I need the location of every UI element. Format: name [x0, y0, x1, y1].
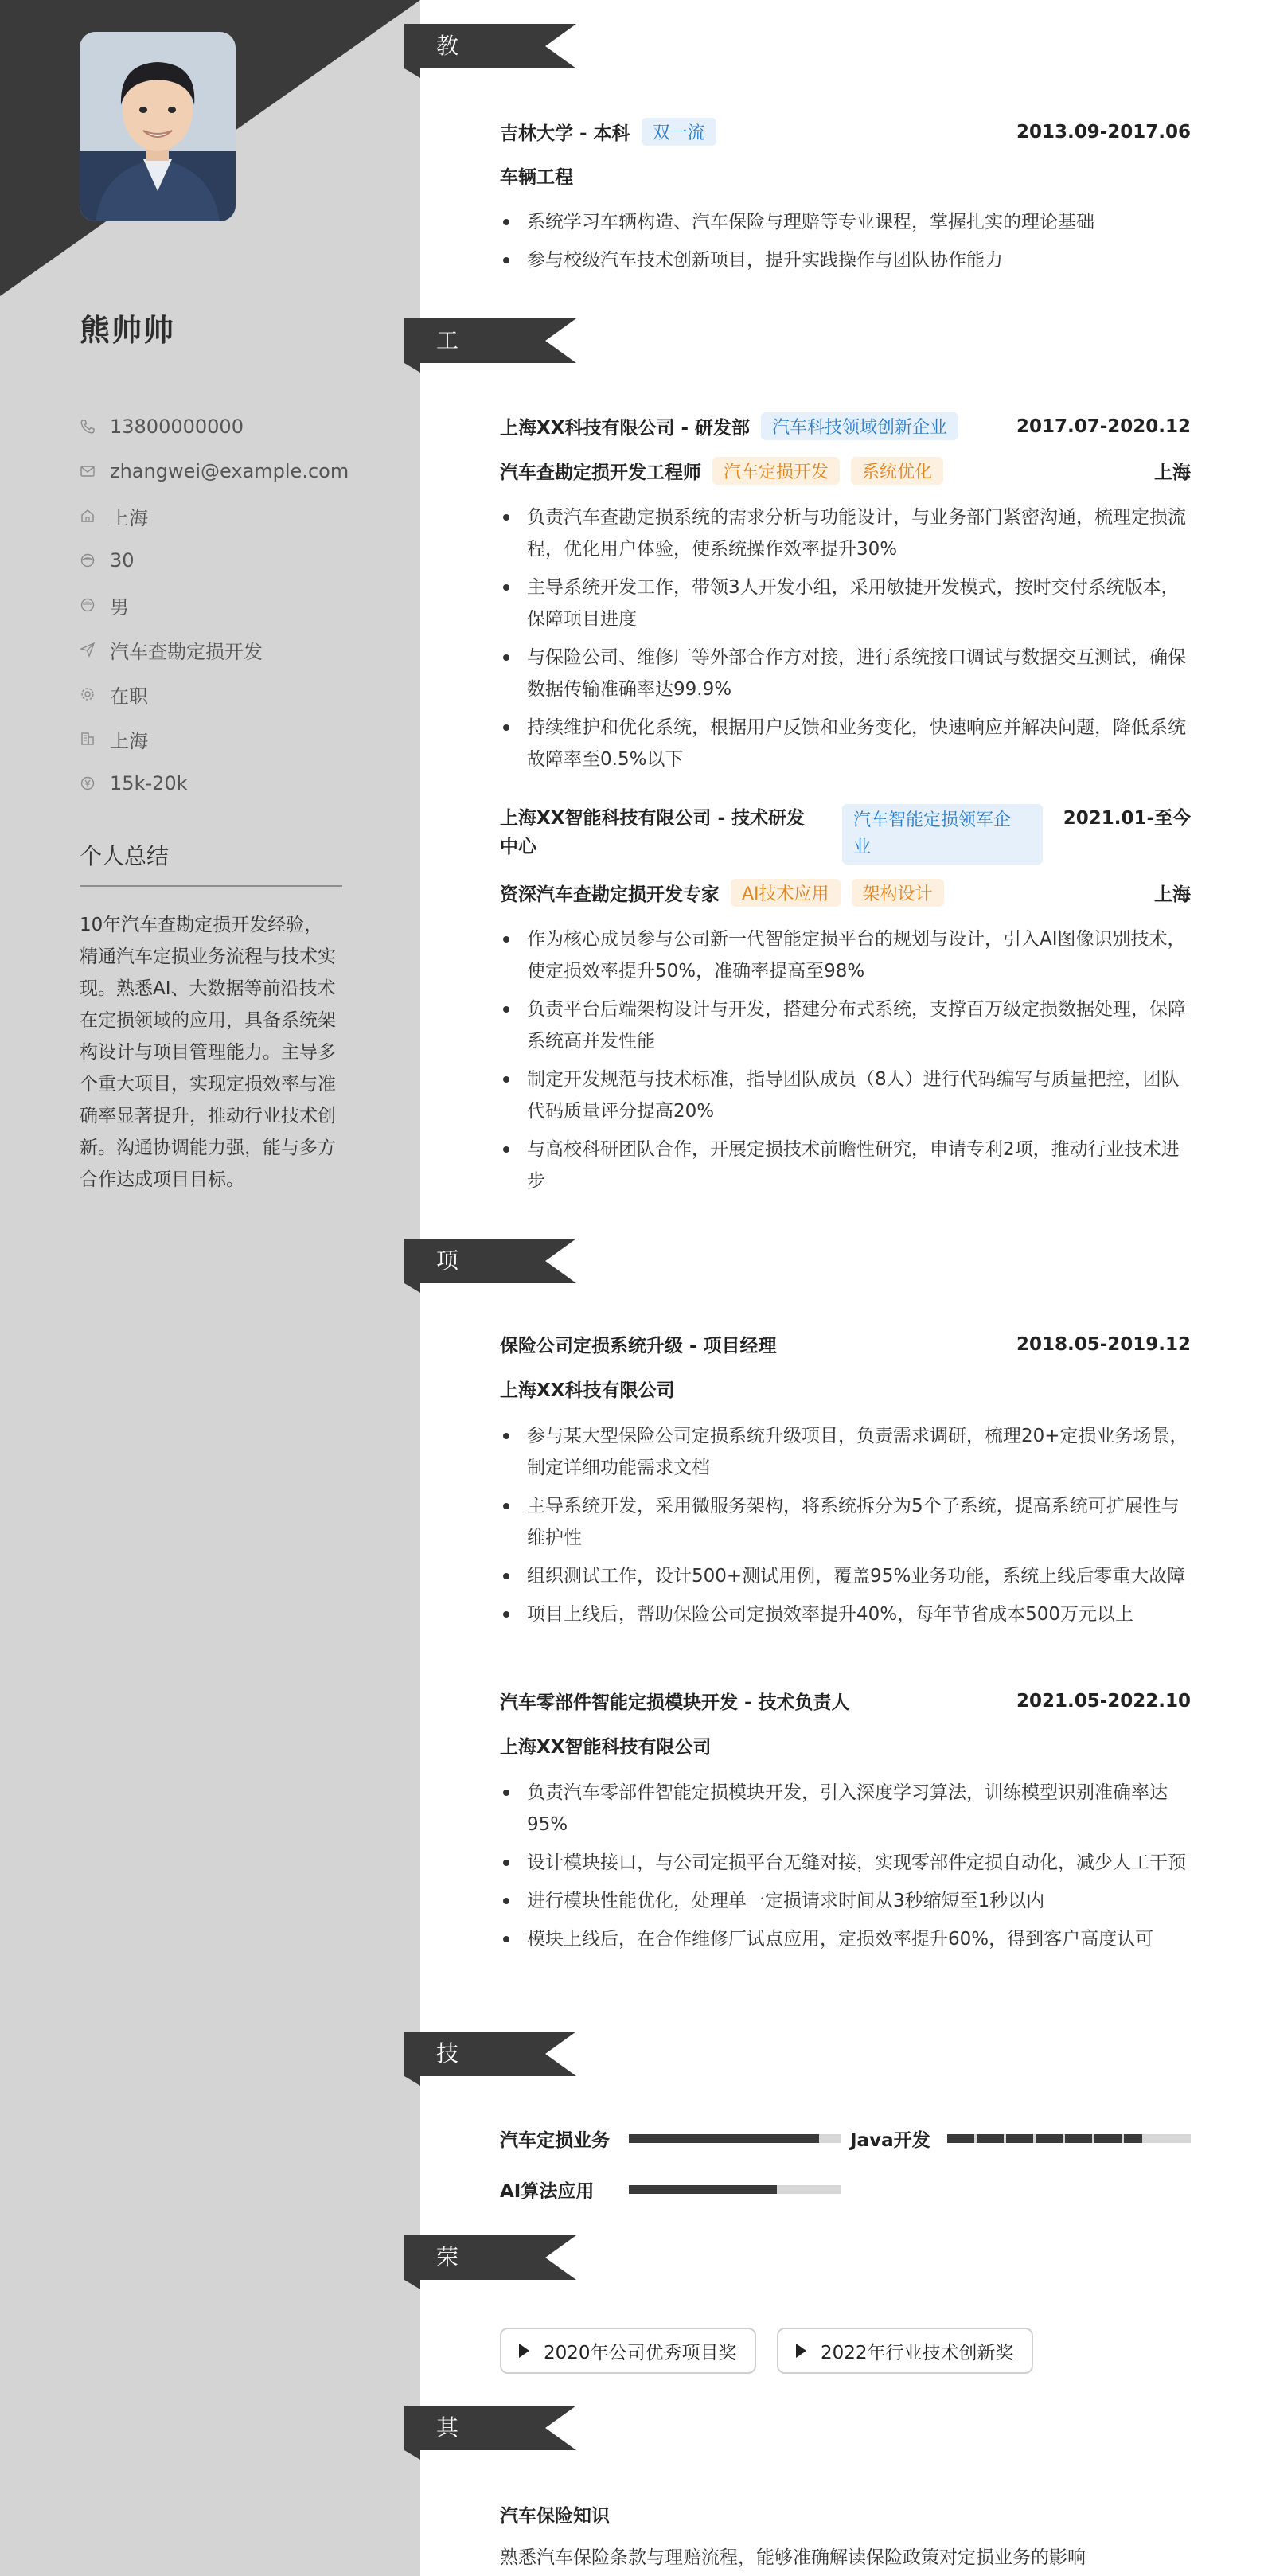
- list-item: 与高校科研团队合作，开展定损技术前瞻性研究，申请专利2项，推动行业技术进步: [500, 1134, 1191, 1197]
- job-1-role: 汽车查勘定损开发工程师: [500, 463, 701, 483]
- list-item: 负责汽车零部件智能定损模块开发，引入深度学习算法，训练模型识别准确率达95%: [500, 1777, 1191, 1840]
- list-item: 持续维护和优化系统，根据用户反馈和业务变化，快速响应并解决问题，降低系统故障率至0.5%以下: [500, 712, 1191, 775]
- project-1-company: 上海XX科技有限公司: [500, 1380, 675, 1401]
- project-2-company: 上海XX智能科技有限公司: [500, 1737, 712, 1758]
- gender-icon: [80, 597, 96, 613]
- other-heading-row: [500, 2501, 1191, 2527]
- info-status-text: 在职: [110, 685, 148, 708]
- list-item: 组织测试工作，设计500+测试用例，覆盖95%业务功能，系统上线后零重大故障: [500, 1560, 1191, 1592]
- job-2-date: 2021.01-至今: [1063, 808, 1191, 829]
- skill-name-1: 汽车定损业务: [500, 2130, 610, 2151]
- skill-bar-fill-3: [629, 2185, 777, 2194]
- mail-icon: [80, 463, 96, 479]
- honor-item-1: [500, 2328, 756, 2374]
- skill-name-2: Java开发: [850, 2130, 930, 2151]
- skill-bar-fill-1: [629, 2134, 819, 2143]
- honor-item-1-text: 2020年公司优秀项目奖: [544, 2342, 737, 2363]
- status-icon: [80, 686, 96, 702]
- job-2-header: [500, 804, 1191, 865]
- job-2-bullets: [500, 923, 1191, 1204]
- info-salary-text: 15k-20k: [110, 772, 188, 794]
- job-2-company-tag-line1: 汽车智能定损领军企: [853, 810, 1012, 830]
- job-1-role-tag-2: 系统优化: [851, 457, 943, 485]
- section-title-work: 工作经历: [436, 327, 460, 487]
- other-text-row: [500, 2543, 1191, 2569]
- send-icon: [80, 642, 96, 658]
- education-major-row: [500, 162, 1191, 189]
- skill-bar-1: [629, 2134, 841, 2143]
- info-email-text: zhangwei@example.com: [110, 460, 349, 482]
- job-1-city: 上海: [1154, 463, 1191, 483]
- section-title-skills: 技能专长: [436, 2040, 460, 2200]
- age-icon: [80, 552, 96, 568]
- info-gender: [80, 583, 349, 627]
- section-title-honors: 荣誉奖项: [436, 2244, 460, 2404]
- education-bullets: [500, 206, 1191, 283]
- project-1-header: [500, 1331, 1191, 1357]
- project-1-name: 保险公司定损系统升级 - 项目经理: [500, 1336, 777, 1356]
- skill-item-2: [850, 2125, 1191, 2152]
- info-city: [80, 716, 349, 761]
- avatar-portrait-icon: [80, 32, 236, 221]
- info-location-text: 上海: [110, 506, 148, 529]
- profile-name: 熊帅帅: [80, 313, 176, 348]
- summary-text: 10年汽车查勘定损开发经验，精通汽车定损业务流程与技术实现。熟悉AI、大数据等前沿技术在定损领域的应用，具备系统架构设计与项目管理能力。主导多个重大项目，实现定损效率与准确率显著提升，推动行业技术创新。沟通协调能力强，能与多方合作达成项目目标。: [80, 915, 336, 1190]
- list-item: 系统学习车辆构造、汽车保险与理赔等专业课程，掌握扎实的理论基础: [500, 206, 1191, 238]
- other-text: 熟悉汽车保险条款与理赔流程，能够准确解读保险政策对定损业务的影响: [500, 2547, 1086, 2568]
- job-1-header: [500, 412, 1191, 440]
- section-title-education: 教育经历: [436, 33, 460, 193]
- phone-icon: [80, 419, 96, 435]
- sidebar: [0, 0, 420, 2576]
- project-1-bullets: [500, 1420, 1191, 1637]
- project-2-header: [500, 1688, 1191, 1714]
- education-row: [500, 118, 1191, 146]
- list-item: 项目上线后，帮助保险公司定损效率提升40%，每年节省成本500万元以上: [500, 1598, 1191, 1630]
- list-item: 主导系统开发工作，带领3人开发小组，采用敏捷开发模式，按时交付系统版本，保障项目进度: [500, 572, 1191, 635]
- project-2-bullets: [500, 1777, 1191, 1961]
- job-1-company-tag: 汽车科技领域创新企业: [761, 412, 958, 440]
- list-item: 负责汽车查勘定损系统的需求分析与功能设计，与业务部门紧密沟通，梳理定损流程，优化用户体验，使系统操作效率提升30%: [500, 502, 1191, 565]
- job-2-role-tag-2: 架构设计: [852, 879, 944, 907]
- section-title-projects: 项目经历: [436, 1247, 460, 1407]
- list-item: 与保险公司、维修厂等外部合作方对接，进行系统接口调试与数据交互测试，确保数据传输准确率达99.9%: [500, 642, 1191, 705]
- education-date: 2013.09-2017.06: [1016, 121, 1191, 142]
- summary-title: 个人总结: [80, 839, 342, 887]
- info-email: [80, 449, 349, 494]
- info-gender-text: 男: [110, 595, 129, 619]
- info-salary: [80, 761, 349, 806]
- play-triangle-icon: [796, 2344, 806, 2358]
- skill-name-3: AI算法应用: [500, 2181, 595, 2202]
- job-1-date: 2017.07-2020.12: [1016, 416, 1191, 437]
- list-item: 主导系统开发，采用微服务架构，将系统拆分为5个子系统，提高系统可扩展性与维护性: [500, 1490, 1191, 1554]
- job-2-company-line2: 中心: [500, 837, 536, 857]
- job-1-bullets: [500, 502, 1191, 782]
- project-2-date: 2021.05-2022.10: [1016, 1690, 1191, 1711]
- list-item: 作为核心成员参与公司新一代智能定损平台的规划与设计，引入AI图像识别技术，使定损效率提升50%，准确率提高至98%: [500, 923, 1191, 987]
- list-item: 模块上线后，在合作维修厂试点应用，定损效率提升60%，得到客户高度认可: [500, 1923, 1191, 1955]
- job-1-role-tag-1: 汽车定损开发: [712, 457, 840, 485]
- job-2-city: 上海: [1154, 884, 1191, 905]
- info-city-text: 上海: [110, 729, 148, 752]
- main-content: [404, 0, 1264, 2576]
- info-location: [80, 494, 349, 538]
- avatar: [80, 32, 236, 221]
- list-item: 参与某大型保险公司定损系统升级项目，负责需求调研，梳理20+定损业务场景，制定详细功能需求文档: [500, 1420, 1191, 1484]
- education-major: 车辆工程: [500, 167, 573, 188]
- job-1-role-row: [500, 457, 1191, 485]
- job-2-role-row: [500, 879, 1191, 907]
- info-age-text: 30: [110, 549, 135, 572]
- skill-bar-fill-2: [947, 2134, 1142, 2143]
- job-2-company-tag-line2: 业: [853, 837, 872, 857]
- job-2-company-tag: [842, 804, 1043, 865]
- skill-item-3: [500, 2176, 841, 2203]
- education-tag: 双一流: [642, 118, 716, 146]
- project-2-name: 汽车零部件智能定损模块开发 - 技术负责人: [500, 1692, 850, 1713]
- section-title-other: 其他信息: [436, 2414, 460, 2574]
- honor-item-2-text: 2022年行业技术创新奖: [821, 2342, 1014, 2363]
- other-heading: 汽车保险知识: [500, 2506, 610, 2527]
- skill-item-1: [500, 2125, 841, 2152]
- info-age: [80, 538, 349, 583]
- contact-info-list: [80, 404, 349, 806]
- list-item: 设计模块接口，与公司定损平台无缝对接，实现零部件定损自动化，减少人工干预: [500, 1847, 1191, 1879]
- info-phone: [80, 404, 349, 449]
- list-item: 进行模块性能优化，处理单一定损请求时间从3秒缩短至1秒以内: [500, 1885, 1191, 1917]
- job-2-role-tag-1: AI技术应用: [731, 879, 841, 907]
- project-1-date: 2018.05-2019.12: [1016, 1333, 1191, 1355]
- project-1-company-row: [500, 1376, 1191, 1402]
- building-icon: [80, 731, 96, 747]
- play-triangle-icon: [519, 2344, 529, 2358]
- home-icon: [80, 508, 96, 524]
- list-item: 负责平台后端架构设计与开发，搭建分布式系统，支撑百万级定损数据处理，保障系统高并发性能: [500, 993, 1191, 1057]
- salary-icon: [80, 775, 96, 791]
- job-1-company: 上海XX科技有限公司 - 研发部: [500, 418, 751, 439]
- list-item: 参与校级汽车技术创新项目，提升实践操作与团队协作能力: [500, 244, 1191, 276]
- info-job-intent-text: 汽车查勘定损开发: [110, 640, 263, 663]
- project-2-company-row: [500, 1732, 1191, 1758]
- job-2-company-line1: 上海XX智能科技有限公司 - 技术研发: [500, 808, 806, 829]
- list-item: 制定开发规范与技术标准，指导团队成员（8人）进行代码编写与质量把控，团队代码质量评分提高20%: [500, 1064, 1191, 1127]
- info-phone-text: 13800000000: [110, 416, 244, 438]
- job-2-role: 资深汽车查勘定损开发专家: [500, 884, 720, 905]
- info-status: [80, 672, 349, 716]
- education-school: 吉林大学 - 本科: [500, 123, 630, 144]
- honor-item-2: [777, 2328, 1033, 2374]
- skill-bar-2: [947, 2134, 1191, 2143]
- info-job-intent: [80, 627, 349, 672]
- skill-bar-3: [629, 2185, 841, 2194]
